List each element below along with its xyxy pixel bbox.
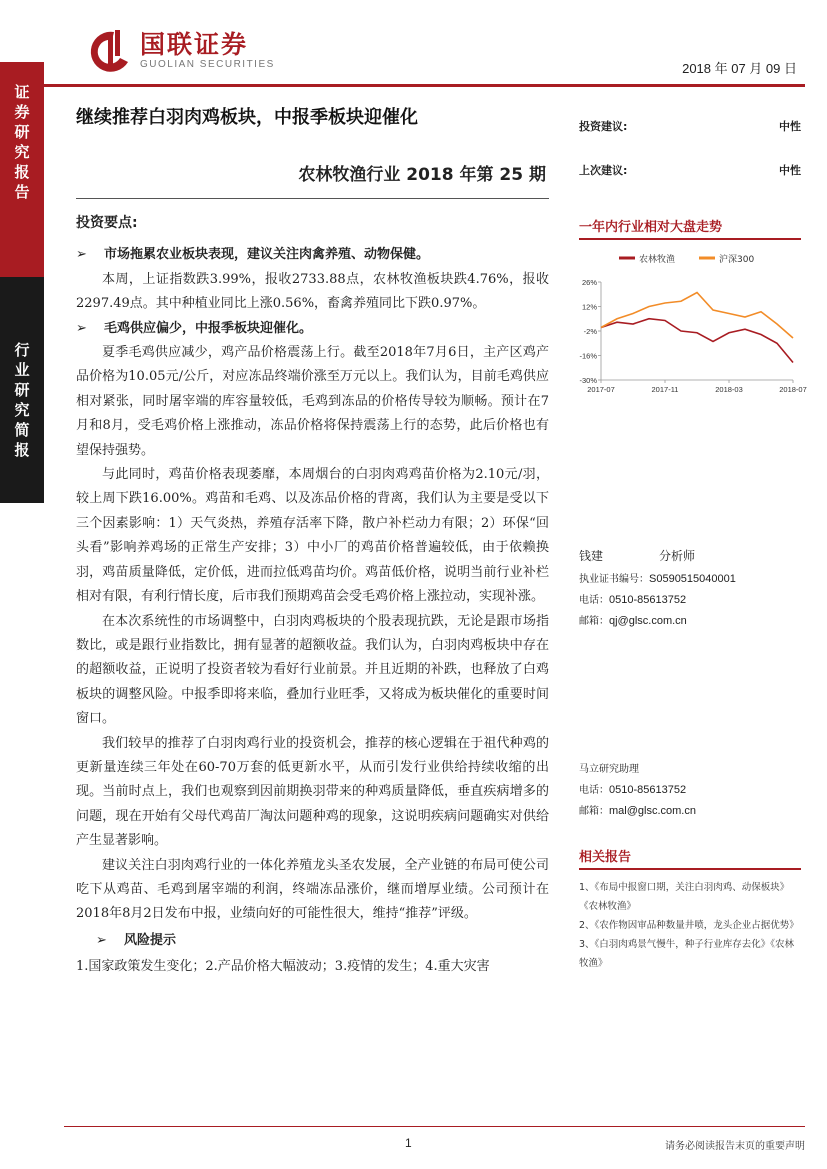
paragraph: 在本次系统性的市场调整中，白羽肉鸡板块的个股表现抗跌，无论是跟市场指数比，或是跟行业指数比，拥有显著的超额收益。我们认为，白羽肉鸡板块中存在的超额收益，正说明了投资者较为看好行业前景。并且近期的补跌，也释放了白鸡板块的调整风险。中报季即将来临，叠加行业旺季，又将成为板块催化的重要时间窗口。 — [76, 613, 549, 727]
x-tick-label: 2017-11 — [651, 385, 679, 394]
risk-text: 1.国家政策发生变化；2.产品价格大幅波动；3.疫情的发生；4.重大灾害 — [76, 959, 490, 975]
title-divider — [76, 198, 549, 199]
related-title: 相关报告 — [579, 846, 801, 870]
rating-current-label: 投资建议: — [579, 120, 628, 133]
assistant-card — [579, 760, 801, 822]
paragraph: 本周，上证指数跌3.99%，报收2733.88点，农林牧渔板块跌4.76%，报收2297.49点。其中种植业同比上涨0.56%，畜禽养殖同比下跌0.97%。 — [76, 271, 549, 312]
paragraph: 我们较早的推荐了白羽肉鸡行业的投资机会，推荐的核心逻辑在于祖代种鸡的更新量连续三年处在60-70万套的低更新水平，从而引发行业供给持续收缩的出现。当前时点上，我们也观察到因前期换羽带来的种鸡质量降低，垂直疾病增多的问题，现在开始有父母代鸡苗厂淘汰问题种鸡的现象，这说明疾病问题确实对供给产生显著影响。 — [76, 735, 549, 849]
assistant-phone: 0510-85613752 — [609, 784, 687, 796]
related-item[interactable]: 3、《白羽肉鸡景气慢牛，种子行业库存去化》《农林牧渔》 — [579, 939, 795, 969]
rating-previous-label: 上次建议: — [579, 164, 628, 177]
company-logo — [84, 28, 275, 72]
paragraph: 建议关注白羽肉鸡行业的一体化养殖龙头圣农发展，全产业链的布局可使公司吃下从鸡苗、毛鸡到屠宰端的利润，终端冻品涨价，继而增厚业绩。公司预计在2018年8月2日发布中报，业绩向好的可能性很大，维持“推荐”评级。 — [76, 857, 549, 922]
analyst-role: 分析师 — [659, 549, 696, 563]
legend-label: 沪深300 — [719, 255, 755, 265]
assistant-phone-label: 电话： — [579, 785, 609, 796]
legend-label: 农林牧渔 — [639, 255, 676, 265]
y-tick-label: -16% — [579, 351, 597, 361]
key-point-2 — [76, 317, 549, 341]
y-tick-label: -30% — [579, 376, 597, 385]
key-points-title: 投资要点: — [76, 215, 138, 231]
logo-name-cn: 国联证券 — [140, 29, 249, 59]
analyst-email[interactable]: qj@glsc.com.cn — [609, 615, 687, 627]
y-tick-label: 26% — [581, 278, 597, 287]
arrow-bullet-icon: ➢ — [76, 247, 87, 263]
analyst-name: 钱建 — [579, 549, 604, 563]
page-number: 1 — [405, 1136, 412, 1150]
y-tick-label: 12% — [581, 302, 597, 312]
rating-current — [579, 118, 801, 134]
y-tick-label: -2% — [583, 327, 597, 336]
footer-note: 请务必阅读报告末页的重要声明 — [665, 1141, 805, 1152]
rating-previous — [579, 162, 801, 178]
footer-divider — [64, 1126, 805, 1127]
related-reports — [579, 846, 801, 973]
x-tick-label: 2018-03 — [715, 385, 743, 394]
rating-current-value: 中性 — [779, 120, 801, 133]
key-point-2-text: 毛鸡供应偏少，中报季板块迎催化。 — [104, 320, 313, 336]
arrow-bullet-icon: ➢ — [76, 320, 87, 336]
key-point-1 — [76, 243, 549, 267]
risk-heading — [76, 929, 549, 953]
analyst-cert: S0590515040001 — [649, 573, 736, 585]
series-line-2 — [601, 293, 793, 339]
analyst-phone-label: 电话： — [579, 595, 609, 606]
assistant-email[interactable]: mal@glsc.com.cn — [609, 805, 696, 817]
related-item[interactable]: 1、《布局中报窗口期，关注白羽肉鸡、动保板块》《农林牧渔》 — [579, 882, 790, 912]
logo-mark-icon — [84, 28, 134, 72]
logo-name-en: GUOLIAN SECURITIES — [140, 58, 275, 70]
report-body — [76, 211, 549, 980]
paragraph: 与此同时，鸡苗价格表现萎靡，本周烟台的白羽肉鸡鸡苗价格为2.10元/羽，较上周下跌16.00%。鸡苗和毛鸡、以及冻品价格的背离，我们认为主要是受以下三个因素影响：1）天气炎热，养殖存活率下降，散户补栏动力有限；2）环保“回头看”影响养鸡场的正常生产安排；3）中小厂的鸡苗价格普遍较低，由于依赖换羽，鸡苗质量降低，定价低，进而拉低鸡苗均价。鸡苗低价格，说明当前行业补栏相对有限，有利行情长度，后市我们预期鸡苗会受毛鸡价格上涨拉动，实现补涨。 — [76, 467, 549, 605]
analyst-card — [579, 546, 801, 632]
assistant-email-label: 邮箱： — [579, 806, 609, 817]
analyst-email-label: 邮箱： — [579, 616, 609, 627]
assistant-name: 马立研究助理 — [579, 764, 639, 775]
chart-section-title: 一年内行业相对大盘走势 — [579, 216, 801, 240]
report-subtitle: 农林牧渔行业 2018 年第 25 期 — [298, 165, 546, 185]
trend-chart-section — [579, 216, 807, 396]
header-divider — [44, 84, 805, 87]
report-title: 继续推荐白羽肉鸡板块，中报季板块迎催化 — [76, 107, 418, 128]
risk-title: 风险提示 — [124, 932, 177, 948]
trend-chart — [579, 246, 807, 396]
key-point-1-text: 市场拖累农业板块表现，建议关注肉禽养殖、动物保健。 — [104, 247, 430, 263]
x-tick-label: 2018-07 — [779, 385, 807, 394]
analyst-phone: 0510-85613752 — [609, 594, 687, 606]
rating-previous-value: 中性 — [779, 164, 801, 177]
related-item[interactable]: 2、《农作物因审品种数量井喷，龙头企业占据优势》 — [579, 920, 799, 931]
paragraph: 夏季毛鸡供应减少，鸡产品价格震荡上行。截至2018年7月6日，主产区鸡产品价格为10.05元/公斤，对应冻品终端价涨至万元以上。我们认为，目前毛鸡供应相对紧张，同时屠宰端的库容量较低，毛鸡到冻品的价格传导较为顺畅。预计在7月和8月，受毛鸡价格上涨推动，冻品价格将保持震荡上行的态势，此后价格也有望保持强势。 — [76, 345, 549, 458]
series-line-1 — [601, 319, 793, 363]
report-date: 2018 年 07 月 09 日 — [682, 61, 797, 76]
sidebar-bottom-label: 行业研究简报 — [14, 341, 30, 459]
arrow-bullet-icon: ➢ — [96, 932, 107, 948]
analyst-cert-label: 执业证书编号： — [579, 574, 649, 585]
sidebar-top-label: 证券研究报告 — [14, 83, 30, 201]
x-tick-label: 2017-07 — [587, 385, 615, 394]
